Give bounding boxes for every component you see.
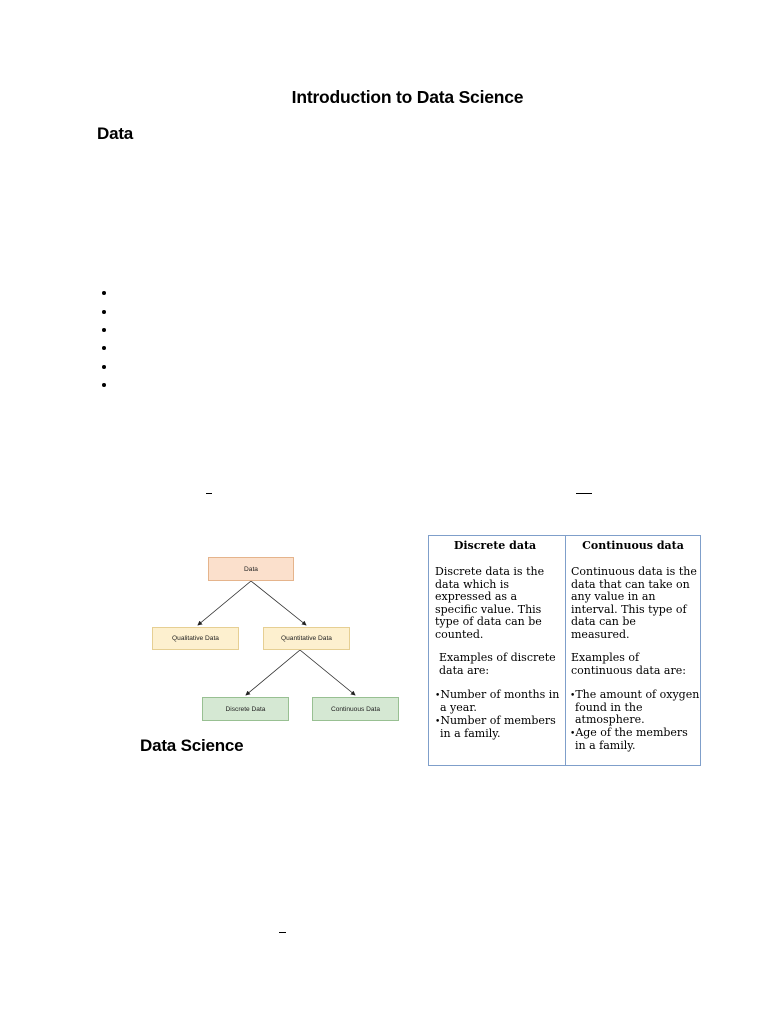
section-heading-data-science: Data Science (140, 736, 244, 755)
list-item (101, 338, 106, 356)
bullet-icon (102, 346, 106, 350)
continuous-definition: Continuous data is the data that can take on any value in an interval. This type of data can be measured. (571, 565, 697, 641)
continuous-example: • Age of the members in a family. (570, 727, 700, 752)
section-heading-data: Data (97, 124, 134, 143)
continuous-heading: Continuous data (582, 539, 684, 552)
discrete-heading: Discrete data (453, 539, 537, 552)
continuous-example: • The amount of oxygen found in the atmosphere. (570, 689, 700, 726)
diagram-node-quantitative: Quantitative Data (263, 627, 350, 650)
connector-data-quantitative (251, 581, 306, 625)
bullet-icon (102, 310, 106, 314)
discrete-example: • Number of members in a family. (435, 715, 565, 740)
list-item (101, 301, 106, 319)
discrete-column (429, 536, 566, 765)
discrete-example: • Number of months in a year. (435, 689, 565, 714)
bullet-icon (102, 291, 106, 295)
continuous-column (566, 536, 700, 765)
list-item (101, 283, 106, 301)
bullet-list (101, 283, 106, 393)
discrete-definition: Discrete data is the data which is expressed as a specific value. This type of data can be counted. (435, 565, 545, 641)
diagram-node-continuous: Continuous Data (312, 697, 399, 721)
connector-quantitative-discrete (246, 650, 300, 695)
bullet-icon (102, 383, 106, 387)
connector-quantitative-continuous (300, 650, 355, 695)
diagram-node-data: Data (208, 557, 294, 581)
discrete-vs-continuous-table (428, 535, 701, 766)
diagram-node-discrete: Discrete Data (202, 697, 289, 721)
underscore-mark (576, 493, 592, 494)
data-types-diagram (150, 555, 402, 725)
continuous-examples-label: Examples of continuous data are: (571, 651, 686, 677)
list-item (101, 375, 106, 393)
underscore-mark (279, 932, 286, 933)
list-item (101, 357, 106, 375)
bullet-icon (102, 328, 106, 332)
bullet-icon (102, 365, 106, 369)
underscore-mark (206, 493, 212, 494)
diagram-node-qualitative: Qualitative Data (152, 627, 239, 650)
continuous-examples (566, 689, 700, 752)
discrete-examples (429, 689, 565, 740)
page-title: Introduction to Data Science (291, 87, 524, 107)
list-item (101, 320, 106, 338)
connector-data-qualitative (198, 581, 251, 625)
discrete-examples-label: Examples of discrete data are: (439, 651, 556, 677)
